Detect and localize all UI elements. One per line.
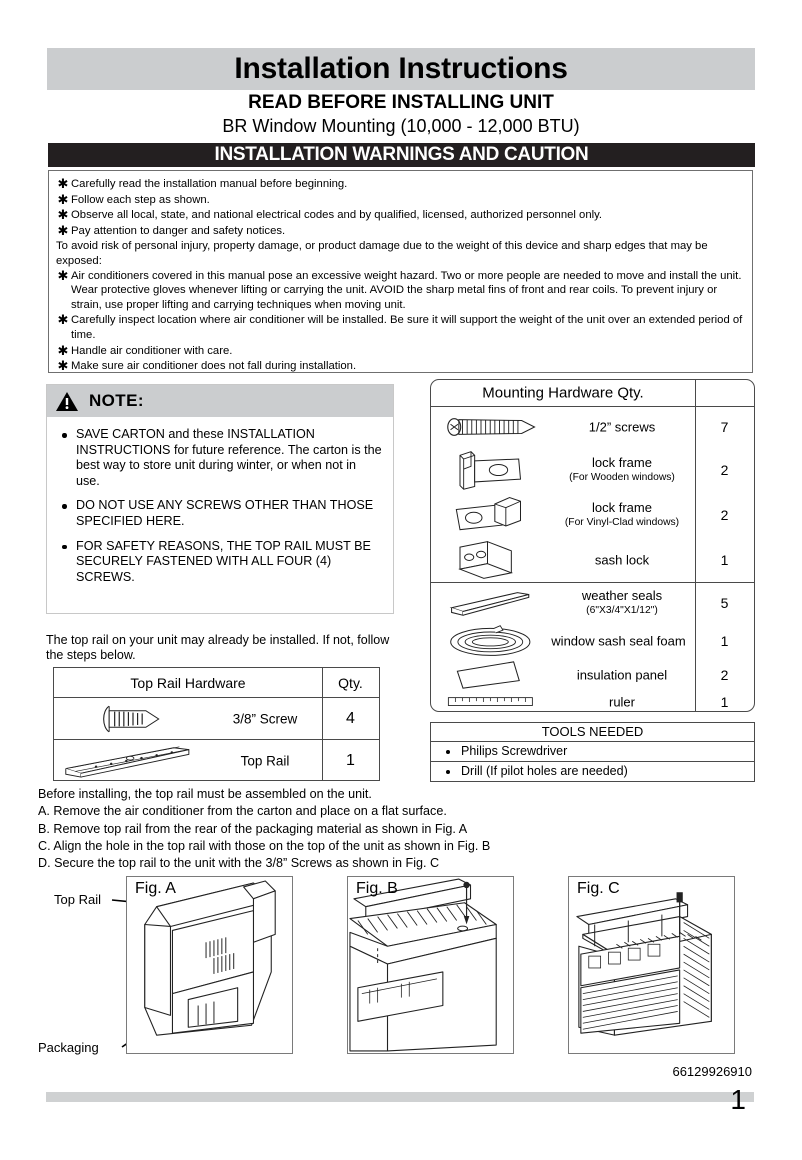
steps-intro: Before installing, the top rail must be assembled on the unit. [38,787,372,801]
page-title-bar [47,48,755,90]
mounting-hardware-table [430,379,755,712]
tools-needed-header: TOOLS NEEDED [431,723,754,742]
warning-item: ✱ Carefully read the installation manual before beginning. [55,177,744,192]
sash-lock-icon [437,537,549,582]
lock-frame-vinyl-icon [437,492,549,537]
footer-rule [46,1092,754,1102]
page-title: Installation Instructions [234,52,568,85]
figure-b-label: Fig. B [356,880,398,897]
asterisk-icon: ✱ [57,222,69,238]
hardware-qty: 1 [346,751,355,769]
step-b: B. Remove top rail from the rear of the packaging material as shown in Fig. A [38,821,468,836]
top-rail-header-label: Top Rail Hardware [130,674,246,691]
hardware-qty: 5 [720,595,729,611]
warning-item: ✱ Follow each step as shown. [55,193,744,208]
table-row [431,583,754,623]
warning-item: ✱ Make sure air conditioner does not fall during installation. [55,359,744,374]
step-a: A. Remove the air conditioner from the carton and place on a flat surface. [38,804,447,819]
asterisk-icon: ✱ [57,191,69,207]
hardware-qty: 2 [720,666,729,683]
table-row [431,658,754,691]
subtitle-read-before: READ BEFORE INSTALLING UNIT [248,92,554,113]
hardware-name: 3/8” Screw [232,711,298,726]
ruler-icon [437,691,549,712]
hardware-qty: 2 [720,506,729,523]
figure-b-drawing [348,877,513,1053]
hardware-name: lock frame (For Vinyl-Clad windows) [564,499,680,528]
tools-item [431,742,754,762]
warning-item: ✱ Handle air conditioner with care. [55,344,744,359]
hardware-qty: 1 [720,632,729,649]
table-row [431,623,754,658]
warning-item: ✱ Air conditioners covered in this manual pose an excessive weight hazard. Two or more people are needed to move and install the unit. Wear protective gloves whenever lifting or carrying the unit. AVOID the sharp metal fins of front and rear coils. To prevent injury or strain, use proper lifting and carrying techniques when moving unit. [55,269,744,313]
step-d: D. Secure the top rail to the unit with the 3/8” Screws as shown in Fig. C [38,856,440,871]
table-row [431,447,754,492]
asterisk-icon: ✱ [57,342,69,358]
mounting-hardware-header-label: Mounting Hardware Qty. [482,384,644,402]
warning-item: ✱ Carefully inspect location where air conditioner will be installed. Be sure it will support the weight of the unit over an extended period of time. [55,313,744,342]
hardware-name: lock frame (For Wooden windows) [569,454,675,483]
tools-needed-table [430,722,755,782]
warnings-banner [48,143,755,167]
hardware-name: sash lock [594,552,650,567]
asterisk-icon: ✱ [57,176,69,191]
table-row [54,698,379,740]
table-row [431,691,754,712]
figure-c [568,876,735,1054]
note-item: FOR SAFETY REASONS, THE TOP RAIL MUST BE SECURELY FASTENED WITH ALL FOUR (4) SCREWS. [59,539,383,586]
warnings-banner-label: INSTALLATION WARNINGS AND CAUTION [214,144,589,165]
figure-a-label: Fig. A [135,880,176,897]
hardware-qty: 4 [346,709,355,727]
note-item: SAVE CARTON and these INSTALLATION INSTRUCTIONS for future reference. The carton is the best way to store unit during winter, or when not in use. [59,427,383,489]
asterisk-icon: ✱ [57,358,69,374]
page-number: 1 [730,1084,746,1115]
insulation-panel-icon [437,658,549,691]
lock-frame-wooden-icon [437,447,549,492]
hardware-qty: 2 [720,461,729,478]
figure-b [347,876,514,1054]
figure-a [126,876,293,1054]
figure-a-drawing [127,877,292,1053]
hardware-name: 1/2” screws [588,419,656,435]
warning-item: ✱ Pay attention to danger and safety notices. [55,224,744,239]
table-row [431,537,754,582]
hardware-name: weather seals (6"X3/4"X1/12") [581,588,663,616]
callout-top-rail: Top Rail [54,892,101,907]
warnings-box [48,170,753,373]
screw-icon [437,407,549,447]
figure-c-drawing [569,877,734,1053]
tools-item-label: Philips Screwdriver [461,744,568,758]
asterisk-icon: ✱ [57,207,69,223]
hardware-name: window sash seal foam [551,633,686,648]
hardware-qty: 1 [720,551,729,568]
hardware-qty: 1 [720,693,729,710]
top-rail-icon [58,740,208,781]
top-rail-table-header [54,668,379,698]
note-label: NOTE: [89,391,144,410]
tools-item [431,762,754,782]
subtitle-model: BR Window Mounting (10,000 - 12,000 BTU) [222,116,580,136]
hardware-qty: 7 [720,419,729,435]
step-c: C. Align the hole in the top rail with those on the top of the unit as shown in Fig. B [38,838,491,853]
top-rail-header-qty: Qty. [338,674,363,691]
table-row [431,407,754,447]
callout-packaging: Packaging [38,1040,99,1055]
screw-small-icon [58,698,208,739]
asterisk-icon: ✱ [57,267,69,283]
mounting-hardware-header [431,380,754,407]
hardware-name: insulation panel [576,667,668,682]
table-row [431,492,754,537]
warning-triangle-icon [55,391,79,412]
assembly-steps [38,786,658,872]
weather-seal-icon [437,583,549,623]
note-item: DO NOT USE ANY SCREWS OTHER THAN THOSE SPECIFIED HERE. [59,498,383,529]
document-code: 66129926910 [672,1064,752,1079]
note-box [46,384,394,614]
table-row [54,740,379,781]
hardware-name: Top Rail [240,753,290,768]
figure-c-label: Fig. C [577,880,620,897]
warning-item: ✱ Observe all local, state, and national electrical codes and by qualified, licensed, authorized personnel only. [55,208,744,223]
tools-item-label: Drill (If pilot holes are needed) [461,763,628,778]
top-rail-intro: The top rail on your unit may already be installed. If not, follow the steps below. [46,633,390,662]
asterisk-icon: ✱ [57,312,69,328]
note-header [47,385,393,417]
top-rail-hardware-table [53,667,380,781]
hardware-name: ruler [608,694,635,709]
warning-paragraph: To avoid risk of personal injury, property damage, or product damage due to the weight of this device and sharp edges that may be exposed: [56,240,708,267]
note-body [47,417,393,585]
